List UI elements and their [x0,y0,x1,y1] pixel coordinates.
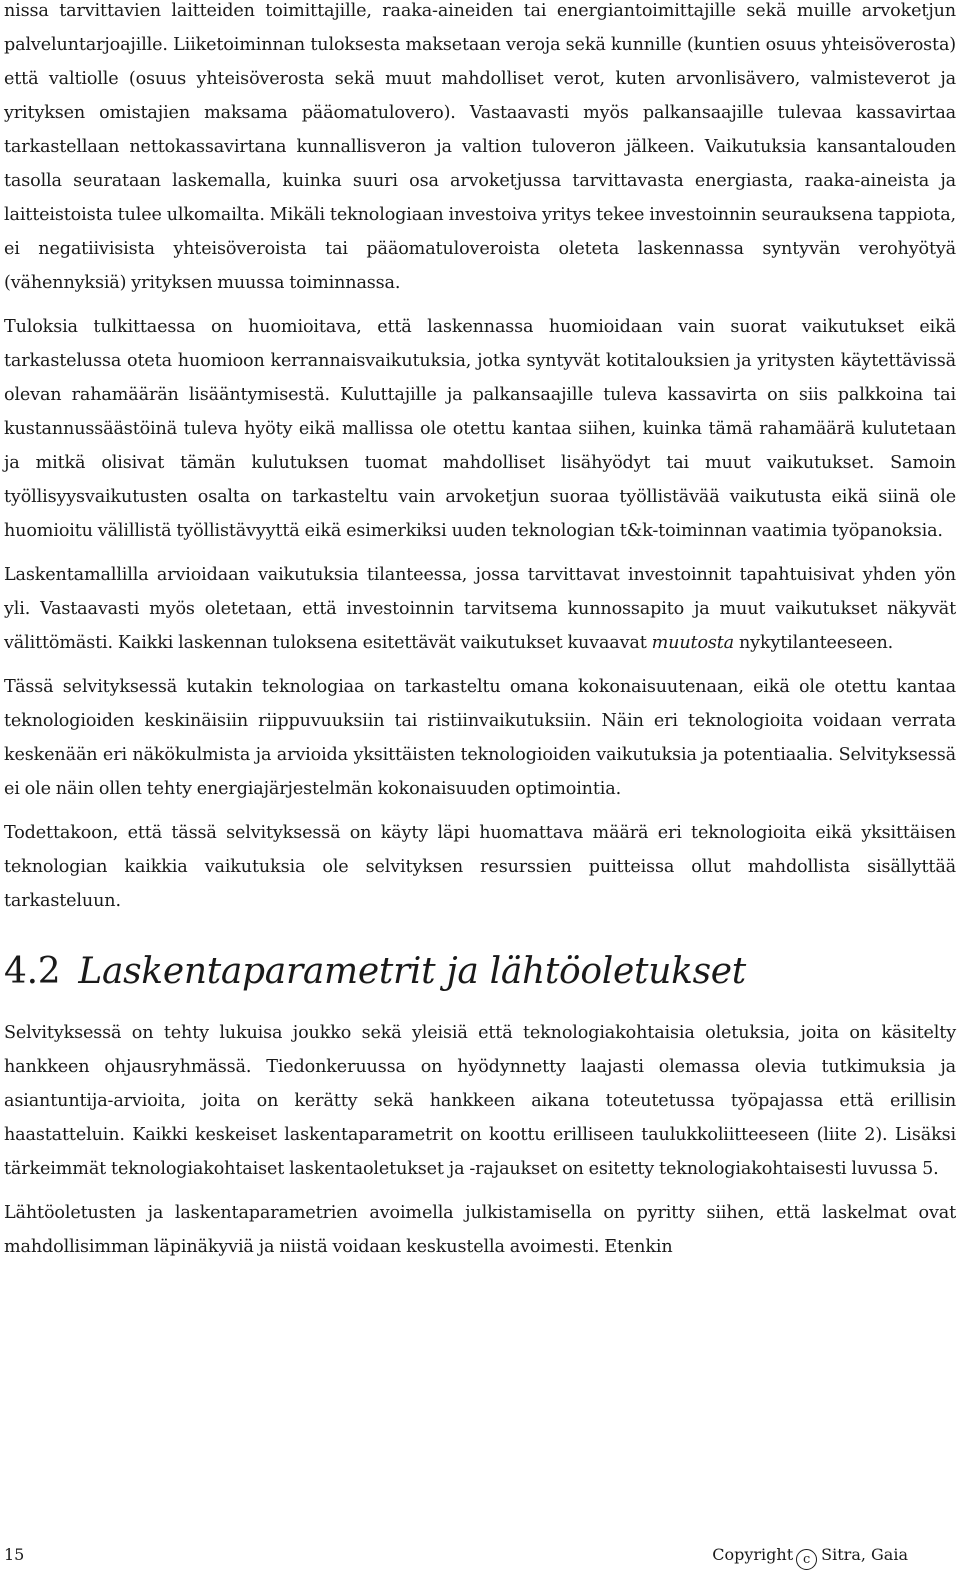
section-heading [4,950,956,994]
section-title: Laskentaparametrit ja lähtöoletukset [78,951,746,992]
paragraph-text: Tässä selvityksessä kutakin teknologiaa on tarkasteltu omana kokonaisuutenaan, eikä ole otettu kantaa teknologioiden keskinäisiin riippuvuuksiin tai ristiinvaikutuksiin. Näin eri teknologioita voidaan verrata keskenään eri näkökulmista ja arvioida yksittäisten teknologioiden vaikutuksia ja potentiaalia. Selvityksessä ei ole näin ollen tehty energiajärjestelmän kokonaisuuden optimointia. [4,677,956,799]
body-paragraph [4,816,956,918]
body-paragraph [4,1016,956,1186]
document-page [4,0,956,1264]
paragraph-text: Tuloksia tulkittaessa on huomioitava, että laskennassa huomioidaan vain suorat vaikutukset eikä tarkastelussa oteta huomioon kerrannaisvaikutuksia, jotka syntyvät kotitalouksien ja yritysten käytettävissä olevan rahamäärän lisääntymisestä. Kuluttajille ja palkansaajille tuleva kassavirta on siis palkkoina tai kustannussäästöinä tuleva hyöty eikä mallissa ole otettu kantaa siihen, kuinka tämä rahamäärä kulutetaan ja mitkä olisivat tämän kulutuksen tuomat mahdolliset lisähyödyt tai muut vaikutukset. Samoin työllisyysvaikutusten osalta on tarkasteltu vain arvoketjun suoraa työllistävää vaikutusta eikä siinä ole huomioitu välillistä työllistävyyttä eikä esimerkiksi uuden teknologian t&k-toiminnan vaatimia työpanoksia. [4,317,956,541]
paragraph-text: Laskentamallilla arvioidaan vaikutuksia tilanteessa, jossa tarvittavat investoinnit tapahtuisivat yhden yön yli. Vastaavasti myös oletetaan, että investoinnin tarvitsema kunnossapito ja muut vaikutukset näkyvät välittömästi. Kaikki laskennan tuloksena esitettävät vaikutukset kuvaavat [4,565,956,653]
body-paragraph [4,1196,956,1264]
page-number: 15 [4,1545,25,1564]
section-number: 4.2 [4,951,61,992]
emphasized-text: muutosta [651,633,735,653]
paragraph-text: nissa tarvittavien laitteiden toimittajille, raaka-aineiden tai energiantoimittajille sekä muille arvoketjun palveluntarjoajille. Liiketoiminnan tuloksesta maksetaan veroja sekä kunnille (kuntien osuus yhteisöverosta) että valtiolle (osuus yhteisöverosta sekä muut mahdolliset verot, kuten arvonlisävero, valmisteverot ja yrityksen omistajien maksama pääomatulovero). Vastaavasti myös palkansaajille tulevaa kassavirtaa tarkastellaan nettokassavirtana kunnallisveron ja valtion tuloveron jälkeen. Vaikutuksia kansantalouden tasolla seurataan laskemalla, kuinka suuri osa arvoketjussa tarvittavasta energiasta, raaka-aineista ja laitteistoista tulee ulkomailta. Mikäli teknologiaan investoiva yritys tekee investoinnin seurauksena tappiota, ei negatiivisista yhteisöveroista tai pääomatuloveroista oleteta laskennassa syntyvän verohyötyä (vähennyksiä) yrityksen muussa toiminnassa. [4,1,956,293]
paragraph-text: Lähtöoletusten ja laskentaparametrien avoimella julkistamisella on pyritty siihen, että laskelmat ovat mahdollisimman läpinäkyviä ja niistä voidaan keskustella avoimesti. Etenkin [4,1203,956,1257]
body-paragraph [4,310,956,548]
paragraph-text: nykytilanteeseen. [734,633,894,653]
copyright-holder: Sitra, Gaia [821,1545,908,1564]
body-paragraph [4,670,956,806]
copyright-label: Copyright [712,1545,794,1564]
paragraph-text: Todettakoon, että tässä selvityksessä on käyty läpi huomattava määrä eri teknologioita eikä yksittäisen teknologian kaikkia vaikutuksia ole selvityksen resurssien puitteissa ollut mahdollista sisällyttää tarkasteluun. [4,823,956,911]
copyright-notice [712,1543,908,1570]
paragraph-text: Selvityksessä on tehty lukuisa joukko sekä yleisiä että teknologiakohtaisia oletuksia, joita on käsitelty hankkeen ohjausryhmässä. Tiedonkeruussa on hyödynnetty laajasti olemassa olevia tutkimuksia ja asiantuntija-arvioita, joita on kerätty sekä hankkeen aikana toteutetussa työpajassa että erillisin haastatteluin. Kaikki keskeiset laskentaparametrit on koottu erilliseen taulukkoliitteeseen (liite 2). Lisäksi tärkeimmät teknologiakohtaiset laskentaoletukset ja -rajaukset on esitetty teknologiakohtaisesti luvussa 5. [4,1023,956,1179]
copyright-icon: c [796,1549,817,1570]
body-paragraph [4,558,956,660]
body-paragraph [4,0,956,300]
